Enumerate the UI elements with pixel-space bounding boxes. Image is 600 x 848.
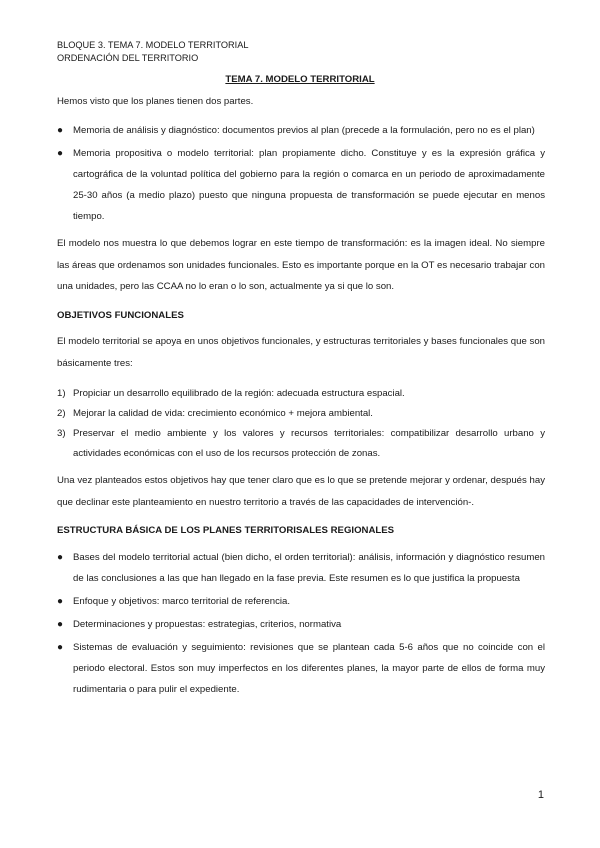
list-item [57, 637, 545, 700]
list-number: 3) [57, 428, 66, 440]
list-item-text: Enfoque y objetivos: marco territorial de referencia. [73, 595, 291, 607]
running-header [57, 39, 248, 65]
list-item-text: Memoria propositiva o modelo territorial: plan propiamente dicho. Constituye y es la expresión gráfica y cartográfica de la voluntad política del gobierno para la región o comarca en un periodo de aproximadamente 25-30 años (a medio plazo) puesto que ninguna propuesta de transformación se puede ejecutar en menos tiempo. [73, 148, 545, 223]
header-line-1: BLOQUE 3. TEMA 7. MODELO TERRITORIAL [57, 40, 249, 50]
section-heading-objectives: OBJETIVOS FUNCIONALES [57, 309, 184, 321]
objectives-intro: El modelo territorial se apoya en unos objetivos funcionales, y estructuras territoriales y bases funcionales que son básicamente tres: [57, 336, 545, 369]
bullet-icon: ● [57, 595, 64, 607]
list-item [57, 143, 545, 227]
list-item-text: Preservar el medio ambiente y los valores y recursos territoriales: compatibilizar desarrollo urbano y actividades económicas con el uso de los recursos protección de zonas. [73, 428, 545, 460]
plan-parts-list [57, 120, 545, 227]
list-item [57, 547, 545, 589]
list-item-text: Determinaciones y propuestas: estrategias, criterios, normativa [73, 618, 342, 630]
page-number: 1 [537, 789, 544, 801]
list-item-text: Propiciar un desarrollo equilibrado de la región: adecuada estructura espacial. [73, 388, 405, 400]
document-body [57, 96, 545, 702]
list-item [57, 404, 545, 424]
section-heading-structure: ESTRUCTURA BÁSICA DE LOS PLANES TERRITORISALES REGIONALES [57, 525, 395, 537]
bullet-icon: ● [57, 148, 64, 160]
list-item [57, 424, 545, 464]
structure-list [57, 547, 545, 700]
list-item [57, 614, 545, 635]
bullet-icon: ● [57, 125, 64, 137]
list-item-text: Memoria de análisis y diagnóstico: documentos previos al plan (precede a la formulación, pero no es el plan) [73, 125, 535, 137]
list-item-text: Bases del modelo territorial actual (bien dicho, el orden territorial): análisis, información y diagnóstico resumen de las conclusiones a las que han llegado en la fase previa. Este resumen es lo que justifica la propuesta [73, 551, 545, 584]
bullet-icon: ● [57, 618, 64, 630]
header-line-2: ORDENACIÓN DEL TERRITORIO [57, 53, 199, 63]
list-number: 1) [57, 388, 66, 400]
model-paragraph: El modelo nos muestra lo que debemos lograr en este tiempo de transformación: es la imagen ideal. No siempre las áreas que ordenamos son unidades funcionales. Esto es importante porque en la OT es necesario trabajar con una unidades, pero las CCAA no lo eran o lo son, actualmente ya si que lo son. [57, 238, 545, 293]
bullet-icon: ● [57, 551, 64, 563]
list-item [57, 591, 545, 612]
bullet-icon: ● [57, 641, 64, 653]
list-number: 2) [57, 408, 66, 420]
list-item-text: Mejorar la calidad de vida: crecimiento económico + mejora ambiental. [73, 408, 373, 420]
objectives-closing: Una vez planteados estos objetivos hay que tener claro que es lo que se pretende mejorar y ordenar, después hay que declinar este planteamiento en nuestro territorio a través de las capacidades de intervención-. [57, 475, 545, 508]
intro-paragraph: Hemos visto que los planes tienen dos partes. [57, 96, 254, 107]
objectives-list [57, 384, 545, 464]
list-item [57, 384, 545, 404]
list-item-text: Sistemas de evaluación y seguimiento: revisiones que se plantean cada 5-6 años que no coincide con el periodo electoral. Estos son muy imperfectos en los diferentes planes, la mayor parte de ellos de forma muy rudimentaria o para pulir el expediente. [73, 641, 545, 695]
document-title: TEMA 7. MODELO TERRITORIAL [225, 74, 375, 85]
list-item [57, 120, 545, 141]
